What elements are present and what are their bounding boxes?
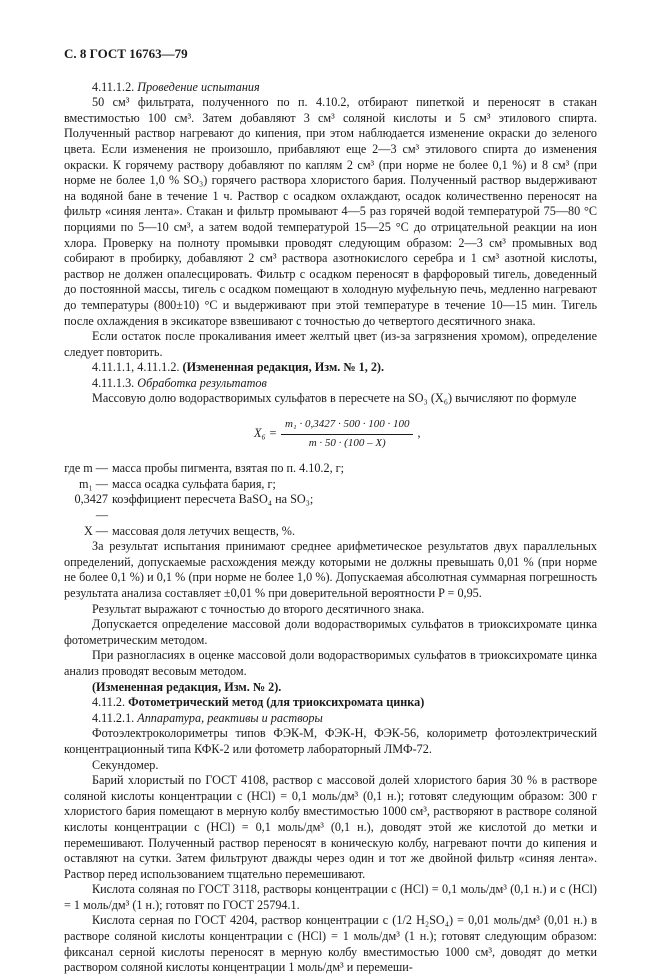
section-title: Обработка результатов	[137, 375, 267, 390]
section-title: Проведение испытания	[137, 79, 260, 94]
section-number: 4.11.1.3.	[92, 375, 135, 390]
definition-row	[64, 477, 597, 493]
section-number: 4.11.2.	[92, 695, 126, 710]
definition-row	[64, 524, 597, 540]
definition-symbol: 0,3427 —	[74, 492, 108, 523]
definition-symbol: где m —	[64, 461, 108, 476]
paragraph-sulfuric-acid: Кислота серная по ГОСТ 4204, раствор концентрации c (1/2 H₂SO₄) = 0,01 моль/дм³ (0,01 н.) в растворе соляной кислоты концентрации c (HCl) = 1 моль/дм³ (1 н.); готовят следующим образом: фиксанал серной кислоты переносят в мерную колбу вместимостью 1000 см³, доводят до метки раствором соляной кислоты концентрации 1 моль/дм³ и перемеши-	[64, 913, 597, 975]
section-number: 4.11.1.2.	[92, 79, 135, 94]
paragraph-formula-intro: Массовую долю водорастворимых сульфатов в пересчете на SO₃ (X₆) вычисляют по формуле	[92, 391, 577, 406]
definition-symbol: X —	[83, 523, 108, 538]
section-4-11-1-3-heading	[64, 376, 597, 392]
page-header: С. 8 ГОСТ 16763—79	[64, 46, 188, 61]
formula-lhs: X₆ =	[254, 426, 277, 441]
formula-tail: ,	[417, 426, 421, 441]
formula-definitions	[64, 461, 597, 539]
amendment-refs: 4.11.1.1, 4.11.1.2.	[92, 360, 180, 375]
paragraph-repeat-note: Если остаток после прокаливания имеет желтый цвет (из-за загрязнения хромом), определение следует повторить.	[64, 329, 597, 359]
section-4-11-2-1-heading	[64, 711, 597, 727]
section-4-11-1-2-heading	[64, 80, 597, 96]
paragraph-dispute: При разногласиях в оценке массовой доли водорастворимых сульфатов в триоксихромате цинка анализ проводят весовым методом.	[64, 648, 597, 678]
amendment-note-2: (Измененная редакция, Изм. № 2).	[92, 679, 282, 694]
definition-text: коэффициент пересчета BaSO₄ на SO₃;	[112, 492, 314, 507]
definition-text: массовая доля летучих веществ, %.	[112, 523, 295, 538]
paragraph-precision: Результат выражают с точностью до второго десятичного знака.	[92, 601, 425, 616]
section-4-11-2-heading	[64, 695, 597, 711]
paragraph-hydrochloric-acid: Кислота соляная по ГОСТ 3118, растворы концентрации c (HCl) = 0,1 моль/дм³ (0,1 н.) и c (HCl) = 1 моль/дм³ (1 н.); готовят по ГОСТ 25794.1.	[64, 882, 597, 912]
section-title: Аппаратура, реактивы и растворы	[137, 710, 323, 725]
formula	[254, 417, 597, 451]
paragraph-result: За результат испытания принимают среднее арифметическое результатов двух параллельных определений, допускаемые расхождения между которыми не должны превышать 0,01 % (при норме не более 0,1 %) и 0,1 % (при норме не более 1,0 %). Допускаемая абсолютная суммарная погрешность результата анализа составляет ±0,01 % при доверительной вероятности P = 0,95.	[64, 539, 597, 600]
paragraph-barium-chloride: Барий хлористый по ГОСТ 4108, раствор с массовой долей хлористого бария 30 % в растворе соляной кислоты концентрации c (HCl) = 0,1 моль/дм³ (0,1 н.); готовят следующим образом: 300 г хлористого бария помещают в мерную колбу вместимостью 1000 см³, растворяют в растворе соляной кислоты концентрации c (HCl) = 0,1 моль/дм³ (0,1 н.), доводят этой же кислотой до метки и перемешивают. Полученный раствор переносят в коническую колбу, нагревают почти до кипения и оставляют на сутки. Затем фильтруют дважды через один и тот же двойной фильтр «синяя лента». Раствор перед использованием тщательно перемешивают.	[64, 773, 597, 881]
paragraph-photometric-allowed: Допускается определение массовой доли водорастворимых сульфатов в триоксихромате цинка фотометрическим методом.	[64, 617, 597, 647]
formula-fraction	[281, 417, 414, 451]
paragraph-stopwatch: Секундомер.	[92, 757, 159, 772]
amendment-note-1	[64, 360, 597, 376]
definition-symbol: m₁ —	[79, 476, 108, 491]
definition-row	[64, 461, 597, 477]
section-title: Фотометрический метод (для триоксихромата цинка)	[128, 695, 425, 710]
amendment-text: (Измененная редакция, Изм. № 1, 2).	[182, 360, 385, 375]
formula-denominator: m · 50 · (100 – X)	[308, 436, 386, 449]
definition-row	[64, 492, 597, 523]
definition-text: масса осадка сульфата бария, г;	[112, 476, 276, 491]
section-number: 4.11.2.1.	[92, 710, 135, 725]
document-page	[64, 46, 597, 976]
formula-numerator: m₁ · 0,3427 · 500 · 100 · 100	[281, 417, 414, 435]
paragraph-apparatus: Фотоэлектроколориметры типов ФЭК-М, ФЭК-Н, ФЭК-56, колориметр фотоэлектрический концентрационный типа КФК-2 или фотометр лабораторный ЛМФ-72.	[64, 726, 597, 756]
definition-text: масса пробы пигмента, взятая по п. 4.10.2, г;	[112, 461, 345, 476]
paragraph-procedure: 50 см³ фильтрата, полученного по п. 4.10.2, отбирают пипеткой и переносят в стакан вместимостью 100 см³. Затем добавляют 3 см³ соляной кислоты и 5 см³ этилового спирта. Полученный раствор нагревают до кипения, при этом наблюдается изменение окраски до зеленого цвета. Если изменения не произошло, прибавляют еще 2—3 см³ этилового спирта до изменения окраски. К горячему раствору добавляют по каплям 2 см³ (при норме не более 0,1 %) и 8 см³ (при норме не более 1,0 % SO₃) горячего раствора хлористого бария. Полученный раствор выдерживают на водяной бане в течение 1 ч. Раствор с осадком охлаждают, осадок количественно переносят на фильтр «синяя лента». Стакан и фильтр промывают 4—5 раз горячей водой температурой 75—80 °С порциями по 5—10 см³, а затем водой температурой 15—25 °С до отрицательной реакции на ион хлора. Проверку на полноту промывки проводят следующим образом: 2—3 см³ промывных вод собирают в пробирку, добавляют 2 см³ раствора азотнокислого серебра и 1 см³ азотной кислоты, раствор не должен опалесцировать. Фильтр с осадком переносят в фарфоровый тигель, доведенный до постоянной массы, тигель с осадком помещают в холодную муфельную печь, медленно нагревают до температуры (800±10) °С и выдерживают при этой температуре в течение 10—15 мин. Тигель после охлаждения в эксикаторе взвешивают с точностью до четвертого десятичного знака.	[64, 95, 597, 328]
